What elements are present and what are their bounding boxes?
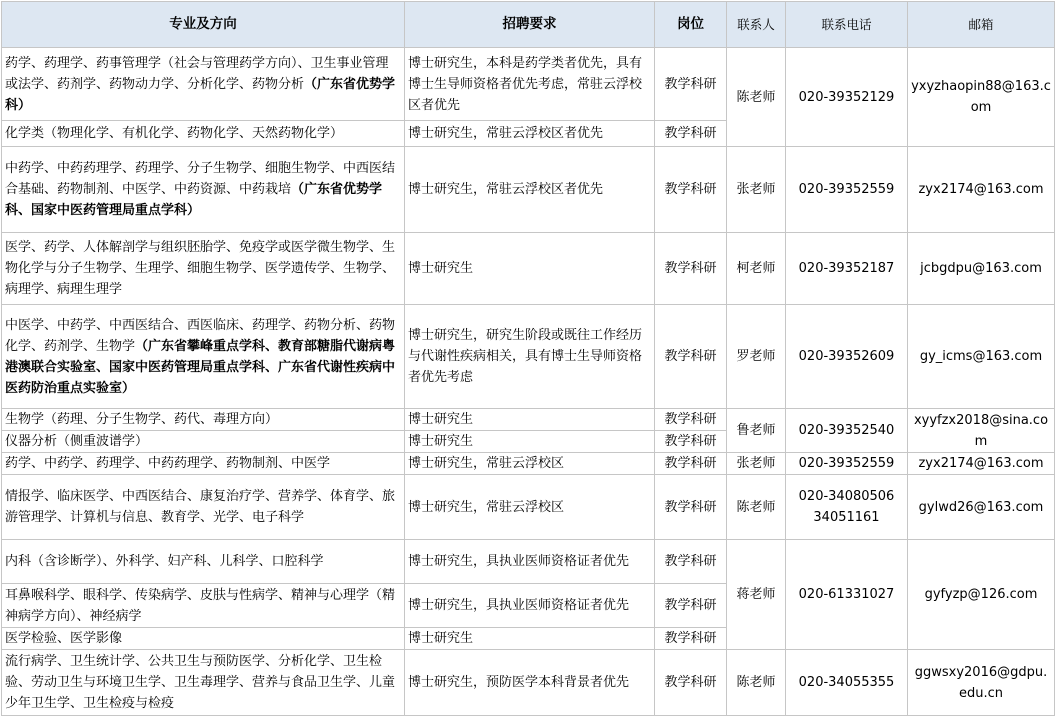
email-cell: zyx2174@163.com [908,453,1055,475]
phone-cell: 020-39352129 [786,48,908,147]
position-cell: 教学科研 [655,475,727,540]
header-email: 邮箱 [908,2,1055,48]
position-cell: 教学科研 [655,147,727,233]
contact-cell: 罗老师 [727,305,786,409]
major-cell [2,48,405,121]
contact-cell: 张老师 [727,453,786,475]
table-row [2,650,1055,716]
major-cell: 化学类（物理化学、有机化学、药物化学、天然药物化学） [2,121,405,147]
phone-cell: 020-39352609 [786,305,908,409]
major-highlight: （广东省优势学科） [5,76,396,113]
contact-cell: 陈老师 [727,650,786,716]
major-cell: 医学、药学、人体解剖学与组织胚胎学、免疫学或医学微生物学、生物化学与分子生物学、生理学、细胞生物学、医学遗传学、生物学、病理学、病理生理学 [2,233,405,305]
major-cell: 医学检验、医学影像 [2,628,405,650]
requirement-cell: 博士研究生，常驻云浮校区者优先 [405,121,655,147]
recruitment-table [1,1,1055,716]
major-text: 药学、药理学、药事管理学（社会与管理药学方向）、卫生事业管理或法学、药剂学、药物动力学、分析化学、药物分析 [5,55,389,92]
position-cell: 教学科研 [655,453,727,475]
header-row [2,2,1055,48]
email-cell: gyfyzp@126.com [908,540,1055,650]
position-cell: 教学科研 [655,305,727,409]
contact-cell: 蒋老师 [727,540,786,650]
requirement-cell: 博士研究生，具执业医师资格证者优先 [405,584,655,628]
phone-line-2: 34051161 [813,510,880,525]
position-cell: 教学科研 [655,48,727,121]
email-cell: jcbgdpu@163.com [908,233,1055,305]
position-cell: 教学科研 [655,584,727,628]
table-row [2,475,1055,540]
phone-cell: 020-61331027 [786,540,908,650]
email-cell: ggwsxy2016@gdpu.edu.cn [908,650,1055,716]
major-cell: 药学、中药学、药理学、中药药理学、药物制剂、中医学 [2,453,405,475]
table-row [2,48,1055,121]
requirement-cell: 博士研究生，常驻云浮校区者优先 [405,147,655,233]
requirement-cell: 博士研究生 [405,233,655,305]
major-cell: 情报学、临床医学、中西医结合、康复治疗学、营养学、体育学、旅游管理学、计算机与信息、教育学、光学、电子科学 [2,475,405,540]
header-major: 专业及方向 [2,2,405,48]
position-cell: 教学科研 [655,650,727,716]
requirement-cell: 博士研究生，常驻云浮校区 [405,475,655,540]
major-highlight: （广东省攀峰重点学科、教育部糖脂代谢病粤港澳联合实验室、国家中医药管理局重点学科、广东省代谢性疾病中医药防治重点实验室） [5,338,396,396]
header-requirement: 招聘要求 [405,2,655,48]
requirement-cell: 博士研究生，具执业医师资格证者优先 [405,540,655,584]
major-text: 中药学、中药药理学、药理学、分子生物学、细胞生物学、中西医结合基础、药物制剂、中医学、中药资源、中药栽培 [5,161,396,197]
phone-cell: 020-39352187 [786,233,908,305]
major-text: 中医学、中药学、中西医结合、西医临床、药理学、药物分析、药物化学、药剂学、生物学 [5,317,396,354]
position-cell: 教学科研 [655,431,727,453]
requirement-cell: 博士研究生，常驻云浮校区 [405,453,655,475]
table-row [2,453,1055,475]
position-cell: 教学科研 [655,121,727,147]
contact-cell: 陈老师 [727,48,786,147]
table-row [2,233,1055,305]
contact-cell: 柯老师 [727,233,786,305]
phone-cell: 020-39352540 [786,409,908,453]
position-cell: 教学科研 [655,628,727,650]
email-cell: gy_icms@163.com [908,305,1055,409]
header-contact: 联系人 [727,2,786,48]
phone-cell: 020-34055355 [786,650,908,716]
position-cell: 教学科研 [655,409,727,431]
major-cell: 生物学（药理、分子生物学、药代、毒理方向） [2,409,405,431]
email-cell: xyyfzx2018@sina.com [908,409,1055,453]
position-cell: 教学科研 [655,540,727,584]
header-position: 岗位 [655,2,727,48]
contact-cell: 陈老师 [727,475,786,540]
phone-cell: 020-39352559 [786,147,908,233]
major-cell [2,305,405,409]
major-highlight: （广东省优势学科、国家中医药管理局重点学科） [5,182,383,218]
requirement-cell: 博士研究生 [405,431,655,453]
email-cell: yxyzhaopin88@163.com [908,48,1055,147]
email-cell: zyx2174@163.com [908,147,1055,233]
requirement-cell: 博士研究生，研究生阶段或既往工作经历与代谢性疾病相关，具有博士生导师资格者优先考虑 [405,305,655,409]
requirement-cell: 博士研究生 [405,409,655,431]
contact-cell: 鲁老师 [727,409,786,453]
contact-cell: 张老师 [727,147,786,233]
phone-cell [786,475,908,540]
header-phone: 联系电话 [786,2,908,48]
table-row [2,147,1055,233]
major-cell [2,147,405,233]
table-row [2,540,1055,584]
requirement-cell: 博士研究生，本科是药学类者优先，具有博士生导师资格者优先考虑，常驻云浮校区者优先 [405,48,655,121]
email-cell: gylwd26@163.com [908,475,1055,540]
phone-cell: 020-39352559 [786,453,908,475]
phone-line-1: 020-34080506 [798,489,895,504]
requirement-cell: 博士研究生，预防医学本科背景者优先 [405,650,655,716]
major-cell: 仪器分析（侧重波谱学） [2,431,405,453]
major-cell: 耳鼻喉科学、眼科学、传染病学、皮肤与性病学、精神与心理学（精神病学方向）、神经病学 [2,584,405,628]
requirement-cell: 博士研究生 [405,628,655,650]
table-row [2,409,1055,431]
major-cell: 流行病学、卫生统计学、公共卫生与预防医学、分析化学、卫生检验、劳动卫生与环境卫生学、卫生毒理学、营养与食品卫生学、儿童少年卫生学、卫生检疫与检疫 [2,650,405,716]
table-row [2,305,1055,409]
position-cell: 教学科研 [655,233,727,305]
major-cell: 内科（含诊断学）、外科学、妇产科、儿科学、口腔科学 [2,540,405,584]
